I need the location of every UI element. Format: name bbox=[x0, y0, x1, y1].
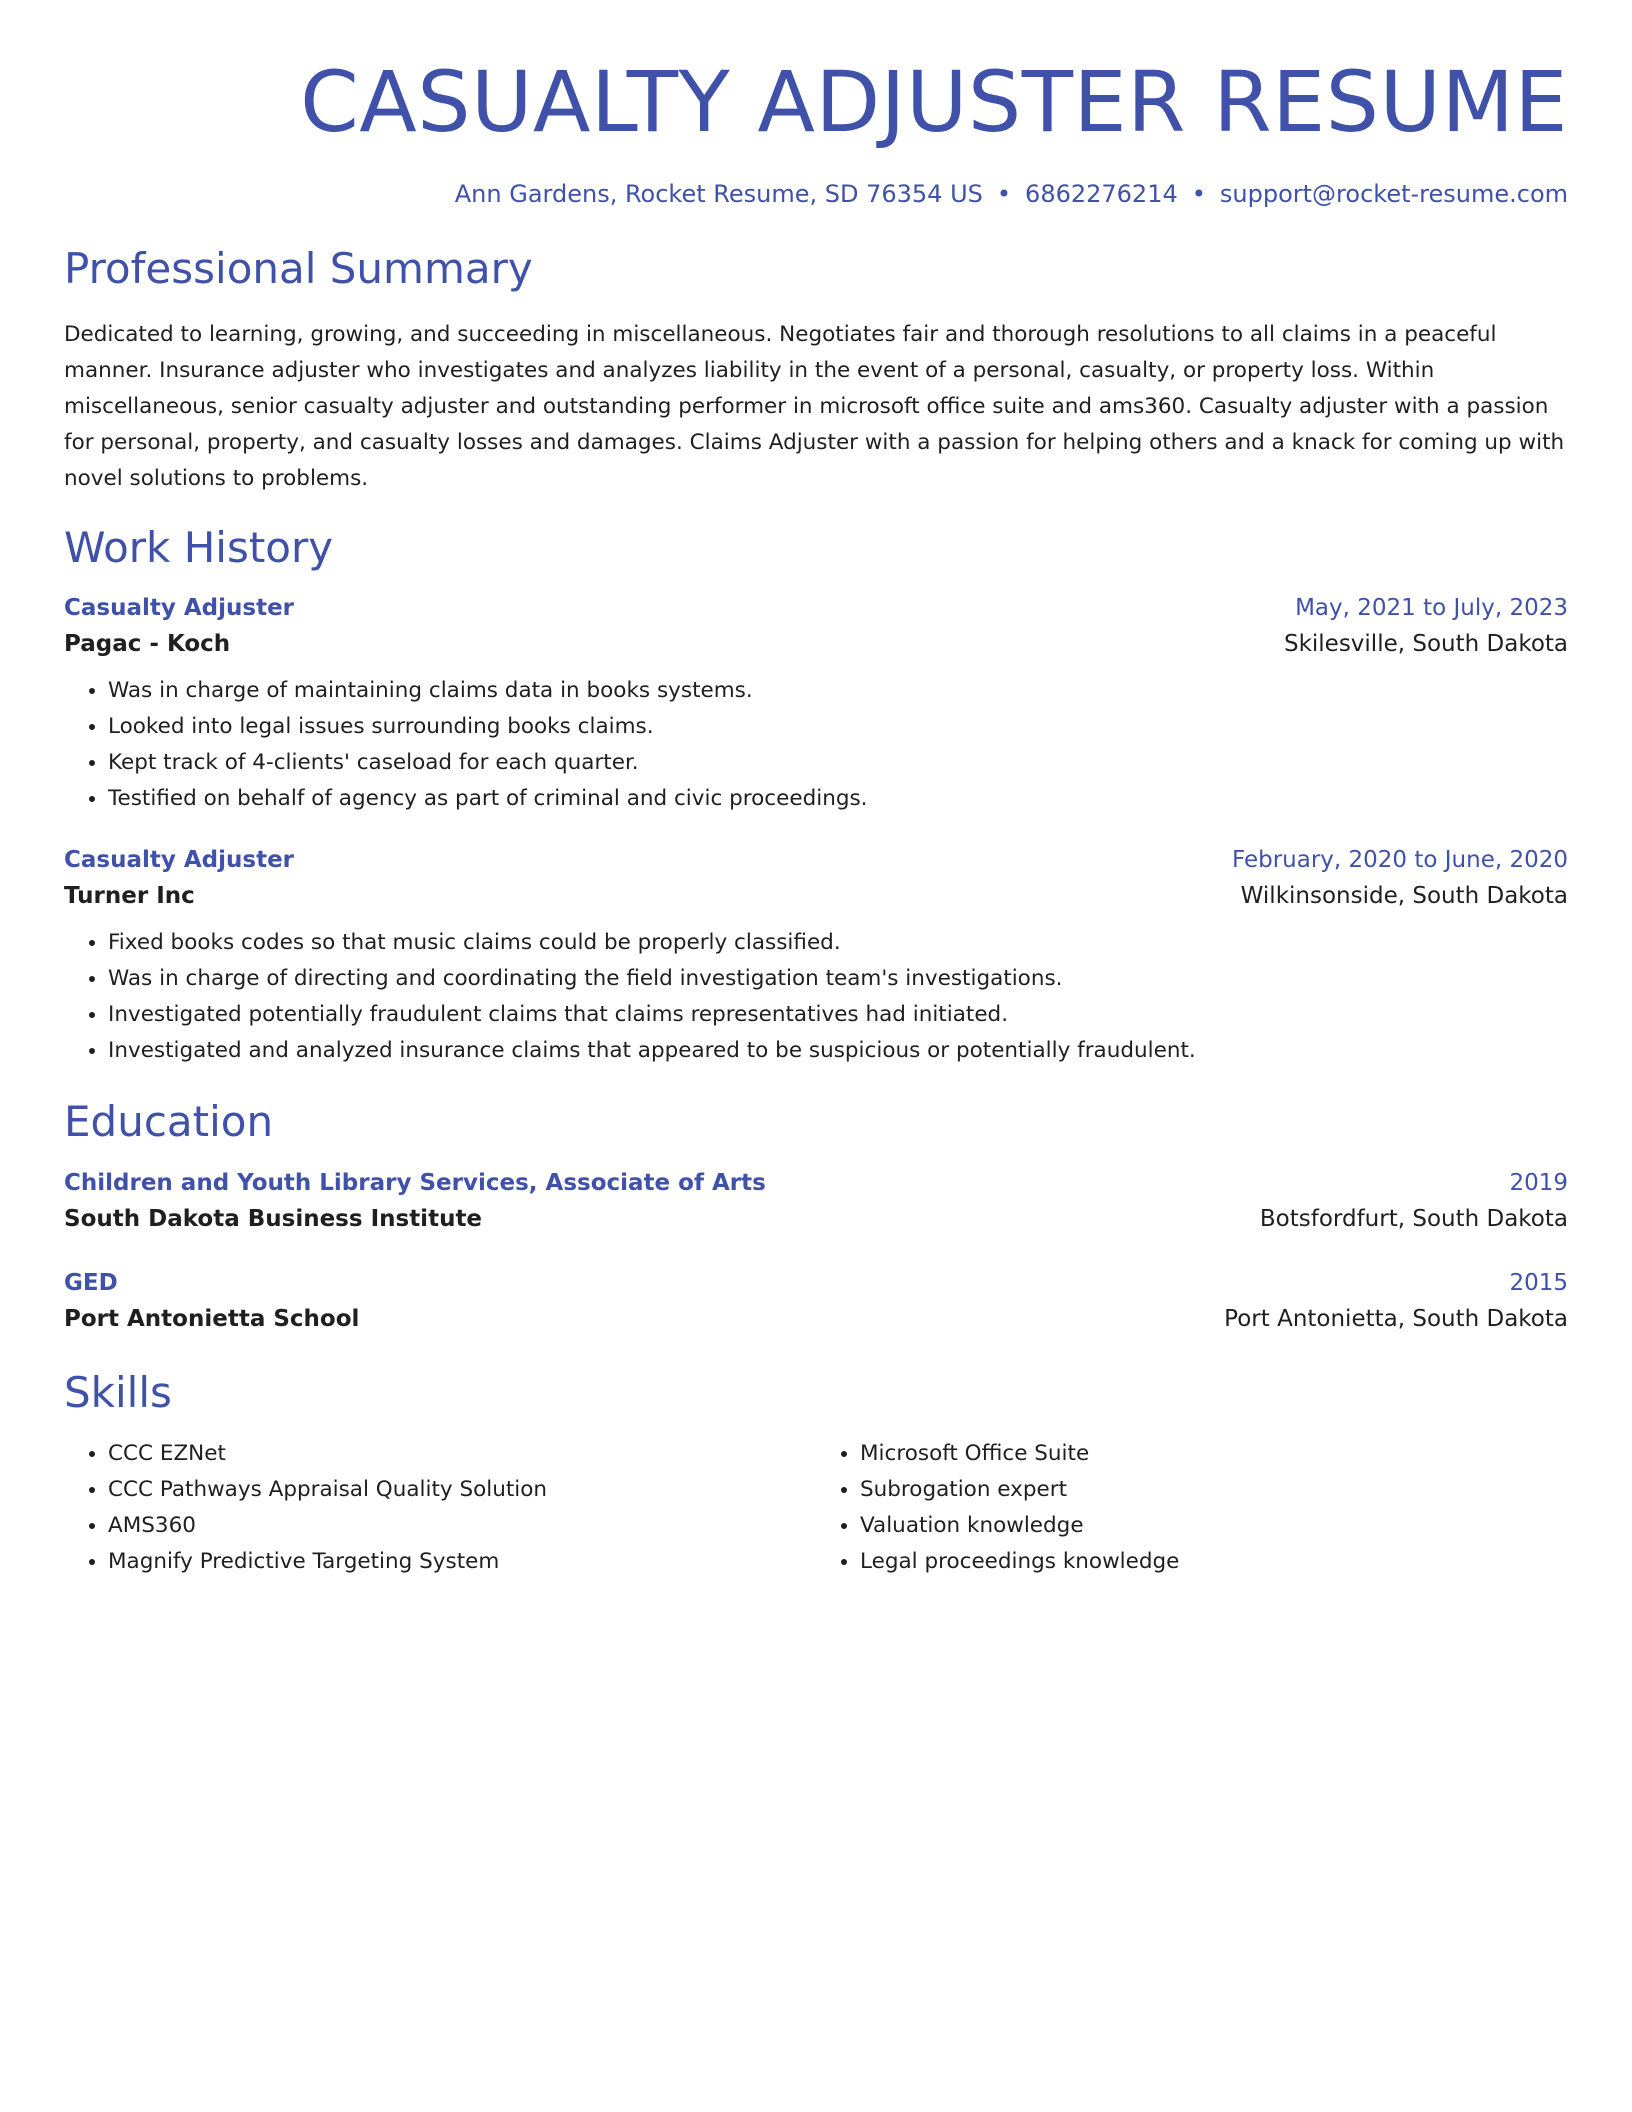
job-duty: • Investigated and analyzed insurance claims that appeared to be suspicious or potentially fraudulent. bbox=[108, 1033, 1568, 1069]
job-entry bbox=[64, 847, 1568, 1069]
job-duty: • Was in charge of directing and coordinating the field investigation team's investigations. bbox=[108, 961, 1568, 997]
job-header-row bbox=[64, 595, 1568, 621]
job-location: Skilesville, South Dakota bbox=[1283, 631, 1568, 658]
contact-address: Ann Gardens, Rocket Resume, SD 76354 US bbox=[454, 180, 983, 209]
education-entry bbox=[64, 1270, 1568, 1332]
job-company: Pagac - Koch bbox=[64, 631, 231, 658]
education-location: Botsfordfurt, South Dakota bbox=[1259, 1205, 1568, 1232]
resume-header bbox=[64, 53, 1568, 209]
contact-separator: • bbox=[1191, 180, 1206, 209]
education-school: Port Antonietta School bbox=[64, 1305, 360, 1332]
skills-list-right bbox=[816, 1436, 1568, 1580]
skill-item: • Subrogation expert bbox=[860, 1472, 1568, 1508]
job-duty: • Investigated potentially fraudulent claims that claims representatives had initiated. bbox=[108, 997, 1568, 1033]
job-company-row bbox=[64, 621, 1568, 657]
job-dates: February, 2020 to June, 2020 bbox=[1231, 847, 1568, 874]
job-dates: May, 2021 to July, 2023 bbox=[1295, 595, 1568, 622]
education-heading: Education bbox=[64, 1097, 274, 1147]
job-title: Casualty Adjuster bbox=[64, 847, 295, 874]
summary-text: Dedicated to learning, growing, and succeeding in miscellaneous. Negotiates fair and thorough resolutions to all claims in a peaceful manner. Insurance adjuster who investigates and analyzes liability in the event of a personal, casualty, or property loss. Within miscellaneous, senior casualty adjuster and outstanding performer in microsoft office suite and ams360. Casualty adjuster with a passion for personal, property, and casualty losses and damages. Claims Adjuster with a passion for helping others and a knack for coming up with novel solutions to problems. bbox=[64, 321, 1565, 491]
skill-item: • Legal proceedings knowledge bbox=[860, 1544, 1568, 1580]
job-header-row bbox=[64, 847, 1568, 873]
job-duties-list bbox=[64, 673, 1568, 817]
education-entry bbox=[64, 1170, 1568, 1232]
education-header-row bbox=[64, 1170, 1568, 1196]
job-location: Wilkinsonside, South Dakota bbox=[1240, 883, 1568, 910]
summary-section bbox=[64, 244, 1568, 496]
job-entry bbox=[64, 595, 1568, 817]
education-school: South Dakota Business Institute bbox=[64, 1205, 483, 1232]
skill-item: • CCC EZNet bbox=[108, 1436, 816, 1472]
education-year: 2019 bbox=[1509, 1169, 1568, 1196]
summary-heading: Professional Summary bbox=[64, 244, 533, 294]
contact-email: support@rocket-resume.com bbox=[1219, 180, 1568, 209]
job-duties-list bbox=[64, 925, 1568, 1069]
education-degree: GED bbox=[64, 1269, 118, 1296]
skill-item: • Microsoft Office Suite bbox=[860, 1436, 1568, 1472]
education-degree: Children and Youth Library Services, Associate of Arts bbox=[64, 1169, 766, 1196]
job-duty: • Was in charge of maintaining claims data in books systems. bbox=[108, 673, 1568, 709]
job-duty: • Looked into legal issues surrounding books claims. bbox=[108, 709, 1568, 745]
skills-columns bbox=[64, 1436, 1568, 1580]
job-company: Turner Inc bbox=[64, 883, 195, 910]
contact-separator: • bbox=[996, 180, 1012, 209]
education-school-row bbox=[64, 1296, 1568, 1332]
skills-section bbox=[64, 1368, 1568, 1580]
skills-heading: Skills bbox=[64, 1367, 172, 1417]
work-history-heading: Work History bbox=[64, 522, 334, 572]
education-school-row bbox=[64, 1196, 1568, 1232]
job-duty: • Fixed books codes so that music claims could be properly classified. bbox=[108, 925, 1568, 961]
work-history-section bbox=[64, 523, 1568, 1069]
education-location: Port Antonietta, South Dakota bbox=[1224, 1305, 1568, 1332]
job-title: Casualty Adjuster bbox=[64, 595, 295, 622]
job-duty: • Kept track of 4-clients' caseload for each quarter. bbox=[108, 745, 1568, 781]
skill-item: • AMS360 bbox=[108, 1508, 816, 1544]
education-section bbox=[64, 1097, 1568, 1331]
education-header-row bbox=[64, 1270, 1568, 1296]
job-duty: • Testified on behalf of agency as part of criminal and civic proceedings. bbox=[108, 781, 1568, 817]
skill-item: • Valuation knowledge bbox=[860, 1508, 1568, 1544]
job-company-row bbox=[64, 873, 1568, 909]
contact-phone: 6862276214 bbox=[1025, 180, 1178, 209]
resume-title: CASUALTY ADJUSTER RESUME bbox=[300, 53, 1568, 151]
skill-item: • Magnify Predictive Targeting System bbox=[108, 1544, 816, 1580]
skill-item: • CCC Pathways Appraisal Quality Solution bbox=[108, 1472, 816, 1508]
education-year: 2015 bbox=[1509, 1269, 1568, 1296]
skills-list-left bbox=[64, 1436, 816, 1580]
contact-line bbox=[64, 180, 1568, 208]
